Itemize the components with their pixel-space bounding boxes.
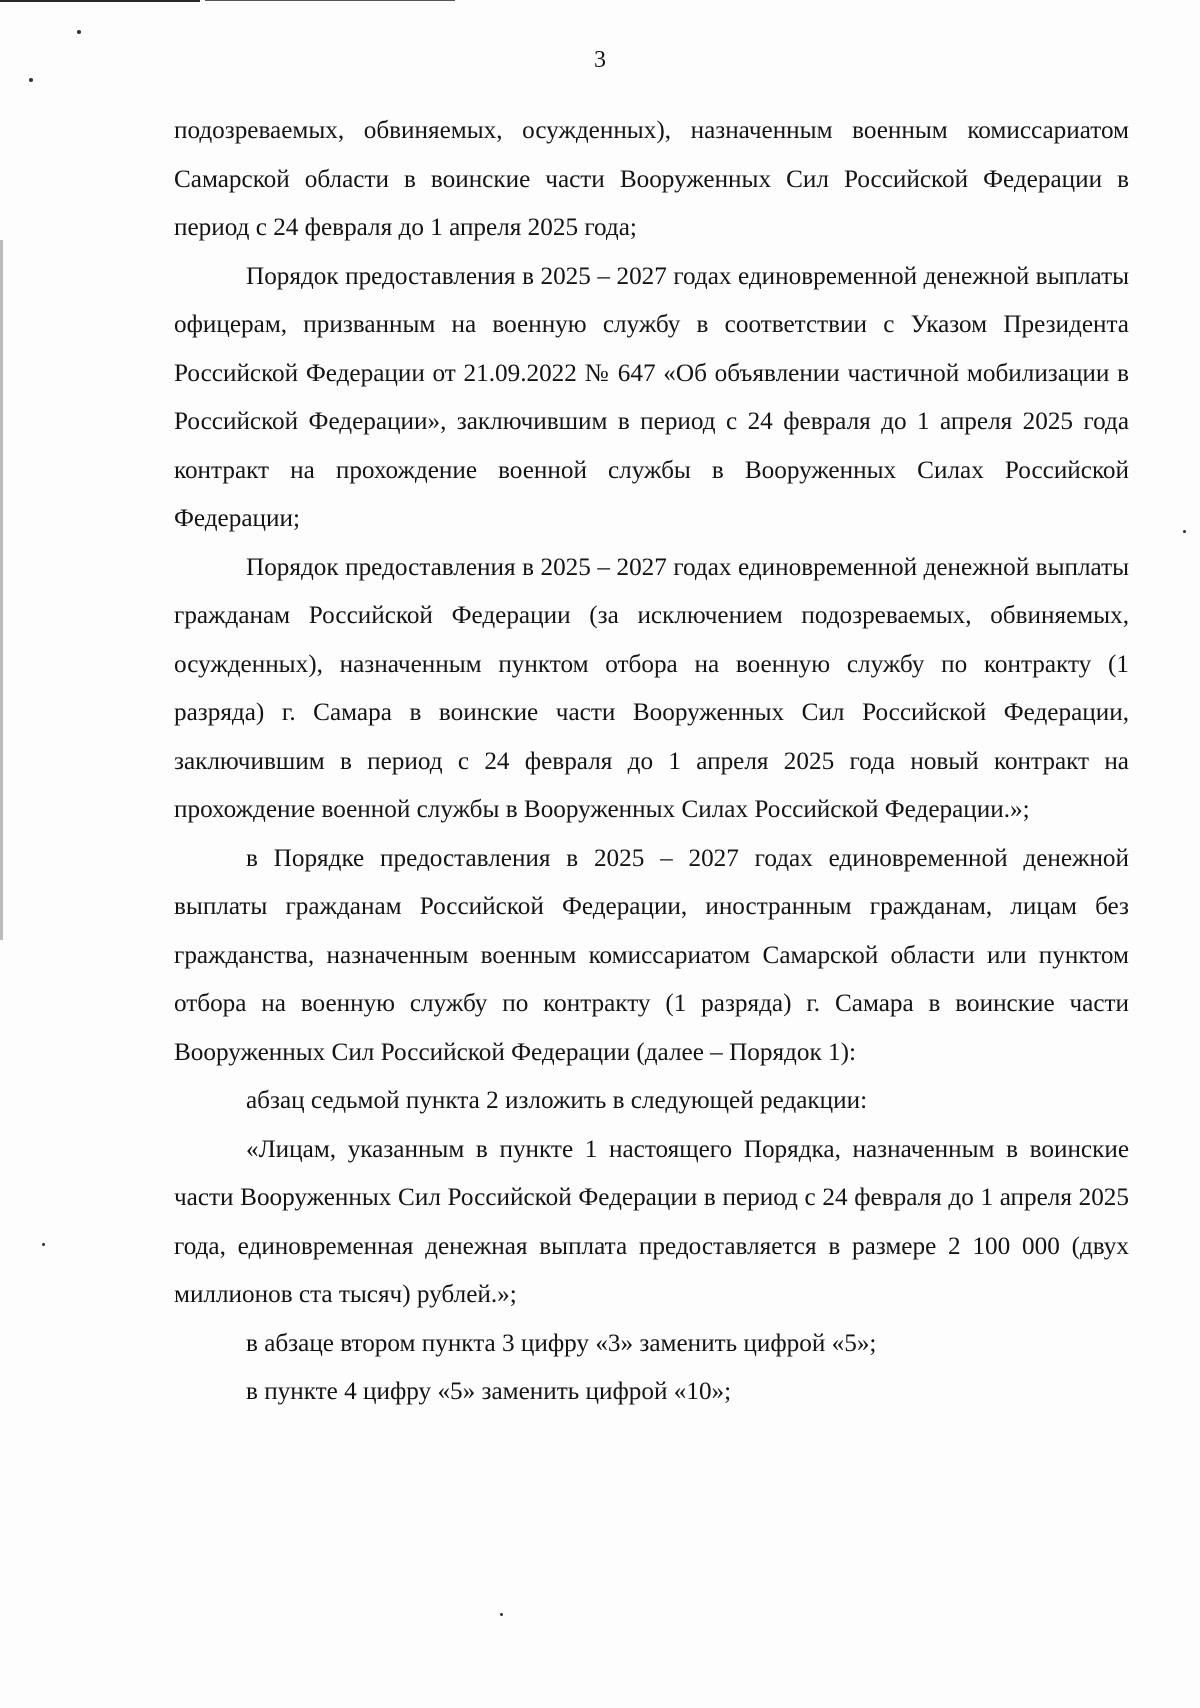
paragraph: подозреваемых, обвиняемых, осужденных), назначенным военным комиссариатом Самарской области в воинские части Вооруженных Сил Российской Федерации в период с 24 февраля до 1 апреля 2025 года; <box>174 117 1129 241</box>
document-body <box>174 107 1129 1417</box>
scan-edge-mark <box>205 0 455 1</box>
paragraph: абзац седьмой пункта 2 изложить в следующей редакции: <box>246 1087 868 1114</box>
paragraph: в пункте 4 цифру «5» заменить цифрой «10»; <box>246 1378 732 1405</box>
paragraph: в абзаце втором пункта 3 цифру «3» заменить цифрой «5»; <box>246 1329 877 1357</box>
paragraph: Порядок предоставления в 2025 – 2027 годах единовременной денежной выплаты гражданам Российской Федерации (за исключением подозреваемых, обвиняемых, осужденных), назначенным пунктом отбора на военную службу по контракту (1 разряда) г. Самара в воинские части Вооруженных Сил Российской Федерации, заключившим в период с 24 февраля до 1 апреля 2025 года новый контракт на прохождение военной службы в Вооруженных Силах Российской Федерации.»; <box>174 553 1129 823</box>
scan-speck <box>77 30 81 34</box>
paragraph: Порядок предоставления в 2025 – 2027 годах единовременной денежной выплаты офицерам, призванным на военную службу в соответствии с Указом Президента Российской Федерации от 21.09.2022 № 647 «Об объявлении частичной мобилизации в Российской Федерации», заключившим в период с 24 февраля до 1 апреля 2025 года контракт на прохождение военной службы в Вооруженных Силах Российской Федерации; <box>174 262 1129 532</box>
scan-speck <box>1183 530 1186 533</box>
page-number: 3 <box>594 47 606 73</box>
scan-speck <box>500 1613 503 1616</box>
scan-edge-mark <box>0 0 200 2</box>
scan-speck <box>42 1243 45 1246</box>
scan-speck <box>29 78 33 82</box>
paragraph: «Лицам, указанным в пункте 1 настоящего Порядка, назначенным в воинские части Вооруженных Сил Российской Федерации в период с 24 февраля до 1 апреля 2025 года, единовременная денежная выплата предоставляется в размере 2 100 000 (двух миллионов ста тысяч) рублей.»; <box>174 1135 1129 1308</box>
paragraph: в Порядке предоставления в 2025 – 2027 годах единовременной денежной выплаты гражданам Российской Федерации, иностранным гражданам, лицам без гражданства, назначенным военным комиссариатом Самарской области или пунктом отбора на военную службу по контракту (1 разряда) г. Самара в воинские части Вооруженных Сил Российской Федерации (далее – Порядок 1): <box>174 844 1129 1066</box>
scan-edge-shadow <box>0 240 3 940</box>
